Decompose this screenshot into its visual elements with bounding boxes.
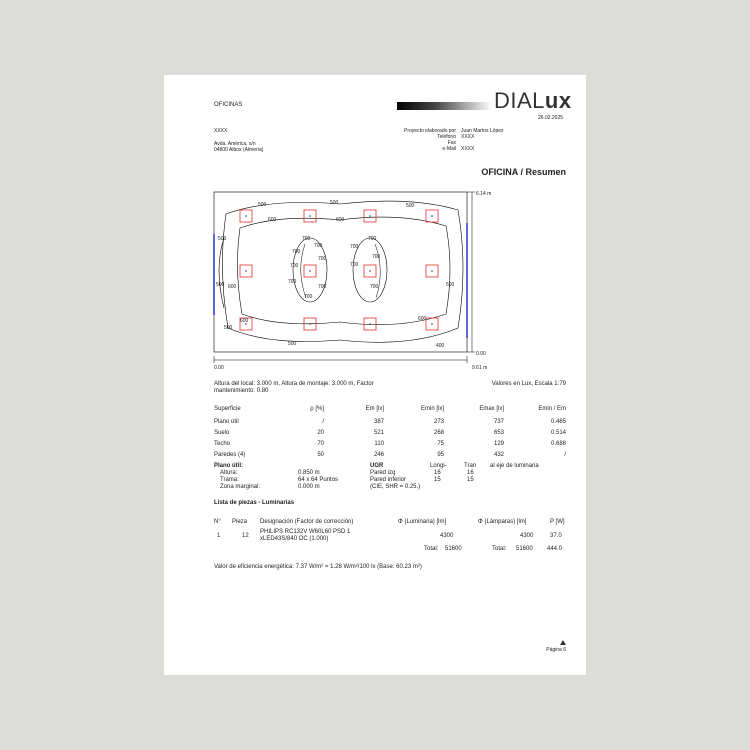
client-address-2: 04800 Albox (Almería) (214, 147, 264, 153)
contour-label: 500 (224, 325, 233, 331)
workplane-label: Zona marginal: (220, 484, 261, 490)
table-row: Plano útil / 387 273 737 0.465 (214, 418, 566, 425)
workplane-value: 0.850 m (298, 470, 320, 476)
ugr-col-axis: al eje de luminaria (490, 463, 539, 469)
room-info-line2: mantenimiento: 0.80 (214, 388, 269, 394)
section-title: OFICINA / Resumen (481, 167, 566, 177)
parts-header-lamp: Φ (Lámparas) [lm] (478, 519, 527, 525)
contour-label: 700 (292, 249, 301, 255)
parts-total-lamp-label: Total: (492, 546, 507, 552)
contour-label: 500 (446, 282, 455, 288)
ugr-row-label: Pared izq (370, 470, 396, 476)
contour-label: 500 (406, 203, 415, 209)
page-number: Página 6 (546, 647, 566, 653)
client-address-1: Avda. América, s/n (214, 141, 256, 147)
parts-header-n: N° (214, 519, 221, 525)
parts-title: Lista de piezas - Luminarias (214, 500, 295, 506)
contour-label: 700 (372, 254, 381, 260)
contour-label: 700 (368, 236, 377, 242)
contour-label: 700 (314, 243, 323, 249)
contact-label-email: e-Mail (442, 146, 456, 152)
contour-label: 600 (336, 217, 345, 223)
report-date: 26.02.2025 (538, 115, 564, 121)
parts-header-power: P [W] (550, 519, 565, 525)
isolux-plan (210, 188, 535, 373)
report-page (164, 75, 586, 675)
parts-row-pieces: 12 (242, 533, 249, 539)
ugr-col-long: Longi- (430, 463, 447, 469)
workplane-label: Altura: (220, 470, 238, 476)
parts-total-lum: 51600 (445, 546, 462, 552)
ugr-note: (CIE, SHR = 0.25.) (370, 484, 421, 490)
contour-label: 700 (370, 284, 379, 290)
parts-row-power: 37.0 (550, 533, 562, 539)
page-up-arrow-icon (560, 640, 566, 645)
parts-row-lum: 4300 (440, 533, 454, 539)
contour-label: 500 (288, 341, 297, 347)
table-row: Paredes (4) 50 246 95 432 / (214, 451, 566, 458)
parts-header-desc: Designación (Factor de corrección) (260, 519, 354, 525)
contour-label: 400 (436, 343, 445, 349)
parts-total-label: Total: (424, 546, 439, 552)
contour-label: 700 (318, 256, 327, 262)
ugr-row-label: Pared inferior (370, 477, 407, 483)
contour-label: 700 (304, 294, 313, 300)
dialux-logo: DIALux (494, 88, 572, 113)
contact-value-author: Juan Martos López (461, 128, 504, 134)
contact-label-phone: Teléfono (437, 134, 456, 140)
dim-right-label: 9.61 m (472, 365, 488, 371)
ugr-row-value: 16 (434, 470, 441, 476)
ugr-title: UGR (370, 463, 384, 469)
contour-label: 600 (228, 284, 237, 290)
dim-zero-y-label: 0.00 (476, 351, 486, 357)
parts-total-lamp: 51600 (516, 546, 533, 552)
client-name: XXXX (214, 128, 228, 134)
parts-total-power: 444.0 (547, 546, 563, 552)
dim-top-label: 6.14 m (476, 191, 492, 197)
surfaces-table (214, 402, 566, 460)
table-row: Suelo 20 521 268 653 0.514 (214, 429, 566, 436)
workplane-value: 0.000 m (298, 484, 320, 490)
contour-label: 600 (240, 318, 249, 324)
contour-label: 700 (350, 262, 359, 268)
workplane-label: Trama: (220, 477, 239, 483)
contour-label: 700 (288, 279, 297, 285)
room-info-line1: Altura del local: 3.000 m, Altura de montaje: 3.000 m, Factor (214, 381, 374, 387)
contour-label: 600 (418, 316, 427, 322)
contour-label: 500 (258, 202, 267, 208)
workplane-value: 64 x 64 Puntos (298, 477, 339, 483)
ugr-row-value: 16 (467, 470, 474, 476)
contour-label: 700 (350, 244, 359, 250)
parts-row-desc1: PHILIPS RC132V W60L60 PSD 1 (260, 529, 351, 535)
efficiency-note: Valor de eficiencia energética: 7.37 W/m² = 1.28 W/m²/100 lx (Base: 60.23 m²) (214, 564, 422, 570)
parts-row-lamp: 4300 (520, 533, 534, 539)
contour-label: 700 (290, 263, 299, 269)
parts-header-lum: Φ (Luminaria) [lm] (398, 519, 447, 525)
contour-label: 500 (330, 200, 339, 206)
contact-label-author: Proyecto elaborado por (404, 128, 456, 134)
contact-value-phone: XXXX (461, 134, 475, 140)
contact-label-fax: Fax (447, 140, 456, 146)
contour-label: 500 (216, 282, 225, 288)
table-header-row: Superficie ρ [%] Em [lx] Emin [lx] Emax [lx] Emin / Em (214, 406, 566, 412)
parts-row-n: 1 (217, 533, 221, 539)
table-row: Techo 70 110 75 129 0.688 (214, 440, 566, 447)
values-note: Valores en Lux, Escala 1:79 (491, 381, 566, 387)
dim-zero-x-label: 0.00 (214, 365, 224, 371)
header-gradient-bar (397, 102, 492, 110)
contour-label: 700 (318, 284, 327, 290)
workplane-title: Plano útil: (214, 463, 243, 469)
ugr-col-trans: Tran (464, 463, 477, 469)
project-name: OFICINAS (214, 102, 243, 108)
parts-row-desc2: xLED43S/840 OC (1.000) (260, 536, 329, 542)
contour-label: 600 (268, 217, 277, 223)
contour-label: 500 (218, 236, 227, 242)
ugr-row-value: 15 (467, 477, 474, 483)
parts-header-piece: Pieza (232, 519, 248, 525)
contour-label: 700 (302, 236, 311, 242)
ugr-row-value: 15 (434, 477, 441, 483)
contact-value-email: XXXX (461, 146, 475, 152)
